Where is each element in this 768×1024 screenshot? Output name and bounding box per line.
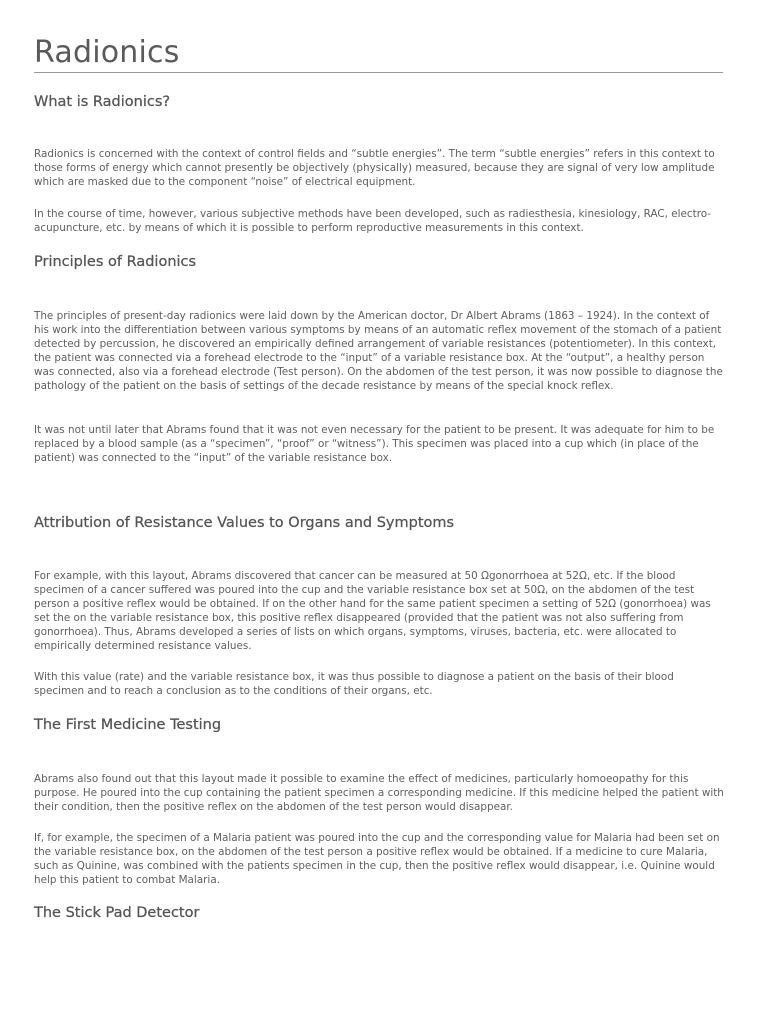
paragraph: The principles of present-day radionics were laid down by the American doctor, Dr Albert Abrams (1863 – 1924). In the context of his work into the differentiation between various symptoms by means of an automatic reflex movement of the stomach of a patient detected by percussion, he discovered an empirically defined arrangement of variable resistances (potentiometer). In this context, the patient was connected via a forehead electrode to the “input” of a variable resistance box. At the “output”, a healthy person was connected, also via a forehead electrode (Test person). On the abdomen of the test person, it was now possible to diagnose the pathology of the patient on the basis of settings of the decade resistance by means of the special knock reflex.: [34, 310, 723, 392]
document-page: [34, 0, 724, 921]
section-heading-what-is-radionics: What is Radionics?: [34, 94, 171, 110]
title-divider: [34, 72, 723, 73]
section-heading-stick-pad-detector: The Stick Pad Detector: [34, 905, 200, 921]
section-heading-principles: Principles of Radionics: [34, 254, 197, 270]
paragraph: If, for example, the specimen of a Malaria patient was poured into the cup and the corresponding value for Malaria had been set on the variable resistance box, on the abdomen of the test person a positive reflex would be obtained. If a medicine to cure Malaria, such as Quinine, was combined with the patients specimen in the cup, then the positive reflex would disappear, i.e. Quinine would help this patient to combat Malaria.: [34, 832, 720, 886]
paragraph: Radionics is concerned with the context of control fields and “subtle energies”. The term “subtle energies” refers in this context to those forms of energy which cannot presently be objectively (physically) measured, because they are signal of very low amplitude which are masked due to the component “noise” of electrical equipment.: [34, 148, 715, 188]
paragraph: In the course of time, however, various subjective methods have been developed, such as radiesthesia, kinesiology, RAC, electro-acupuncture, etc. by means of which it is possible to perform reproductive measurements in this context.: [34, 208, 712, 234]
paragraph: For example, with this layout, Abrams discovered that cancer can be measured at 50 Ωgonorrhoea at 52Ω, etc. If the blood specimen of a cancer suffered was poured into the cup and the variable resistance box set at 50Ω, on the abdomen of the test person a positive reflex would be obtained. If on the other hand for the same patient specimen a setting of 52Ω (gonorrhoea) was set the on the variable resistance box, this positive reflex disappeared (provided that the patient was not also suffering from gonorrhoea). Thus, Abrams developed a series of lists on which organs, symptoms, viruses, bacteria, etc. were allocated to empirically determined resistance values.: [34, 570, 711, 652]
paragraph: Abrams also found out that this layout made it possible to examine the effect of medicines, particularly homoeopathy for this purpose. He poured into the cup containing the patient specimen a corresponding medicine. If this medicine helped the patient with their condition, then the positive reflex on the abdomen of the test person would disappear.: [34, 773, 724, 813]
page-title: Radionics: [34, 35, 180, 70]
paragraph: With this value (rate) and the variable resistance box, it was thus possible to diagnose a patient on the basis of their blood specimen and to reach a conclusion as to the conditions of their organs, etc.: [34, 671, 674, 697]
section-heading-first-medicine-testing: The First Medicine Testing: [34, 717, 222, 733]
paragraph: It was not until later that Abrams found that it was not even necessary for the patient to be present. It was adequate for him to be replaced by a blood sample (as a “specimen”, “proof” or “witness”). This specimen was placed into a cup which (in place of the patient) was connected to the “input” of the variable resistance box.: [34, 424, 715, 464]
section-heading-attribution: Attribution of Resistance Values to Organs and Symptoms: [34, 515, 455, 531]
